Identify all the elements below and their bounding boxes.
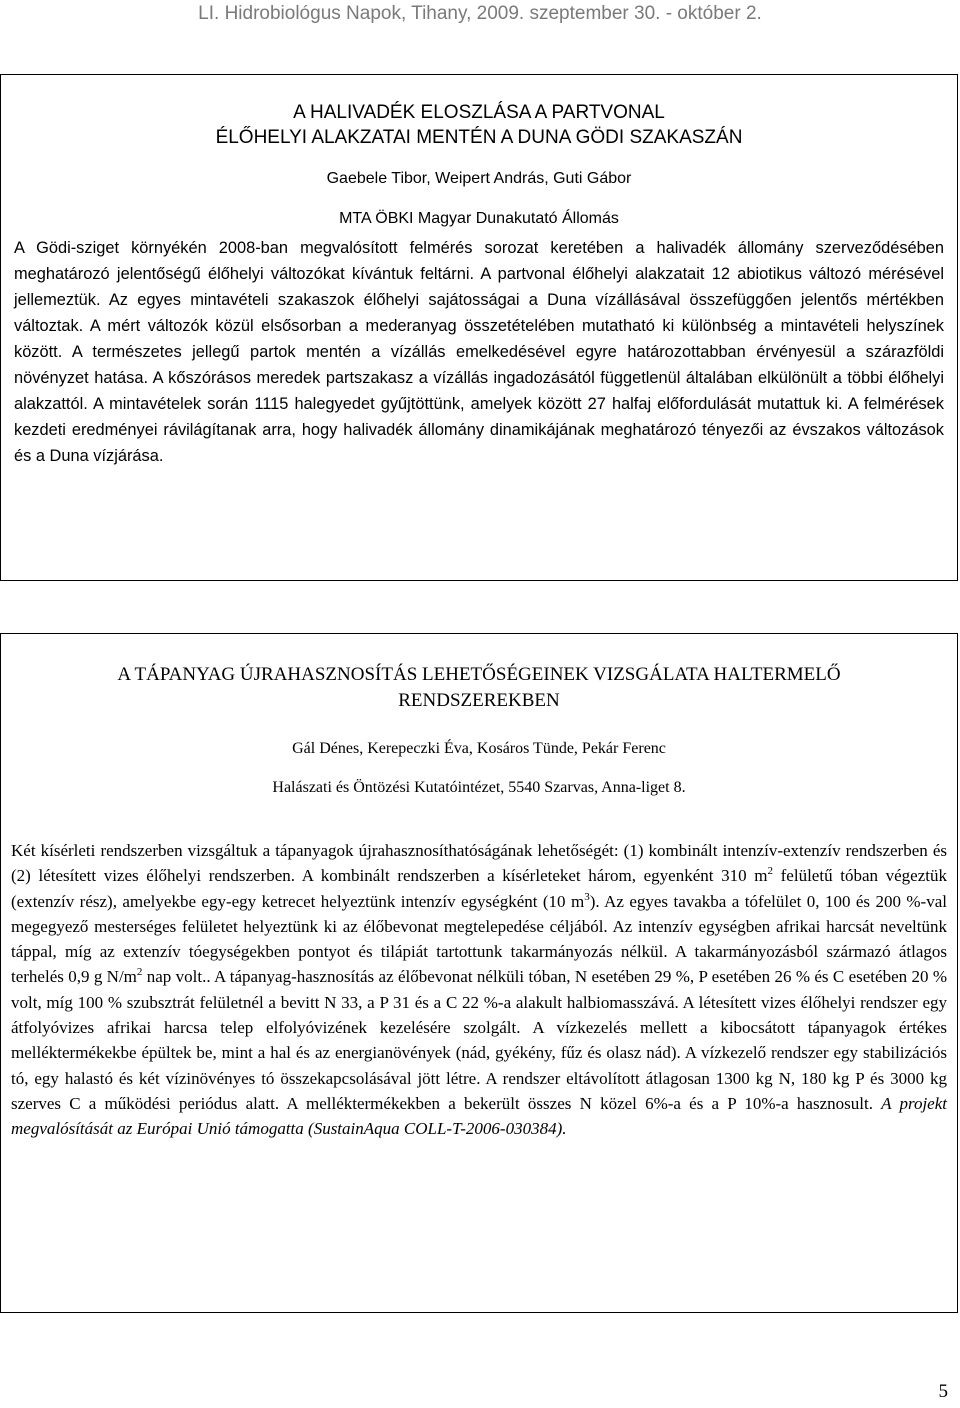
funding-note: A projekt megvalósítását az Európai Unió támogatta (SustainAqua COLL-T-2006-030384). bbox=[11, 1093, 947, 1139]
superscript: 2 bbox=[136, 966, 143, 979]
body-segment: ). Az egyes tavakba a tófelület 0, 100 és 200 %-val megegyező mesterséges felületet helyeztünk ki az élőbevonat megtelepedése céljából. Az intenzív egységben afrikai harcsát neveltünk táppal, míg az extenzív tóegységekben pontyot és tilápiát tartottunk takarmányozás nélkül. A takarmányozásból származó átlagos terhelés 0,9 g N/m bbox=[11, 891, 947, 987]
abstract-title bbox=[11, 662, 947, 714]
abstract-affiliation: MTA ÖBKI Magyar Dunakutató Állomás bbox=[339, 210, 619, 227]
abstract-title-line-1: A HALIVADÉK ELOSZLÁSA A PARTVONAL bbox=[293, 102, 665, 123]
abstract-title-line-2: ÉLŐHELYI ALAKZATAI MENTÉN A DUNA GÖDI SZAKASZÁN bbox=[215, 127, 743, 148]
body-segment: nap volt.. A tápanyag-hasznosítás az élőbevonat nélküli tóban, N esetében 29 %, P esetében 26 % és C esetében 20 % volt, míg 100 % szubsztrát felületnél a bevitt N 33, a P 31 és a C 22 %-a alakult halbiomasszává. A létesített vizes élőhelyi rendszer egy átfolyóvizes afrikai harcsa telep elfolyóvizének kezelésére szolgált. A vízkezelés mellett a kibocsátott tápanyagok értékes melléktermékekbe épültek be, mint a hal és az energianövények (nád, gyékény, fűz és olasz nád). A vízkezelő rendszer egy stabilizációs tó, egy halastó és két vízinövényes tó összekapcsolásával jött létre. A rendszer eltávolított átlagosan 1300 kg N, 180 kg P és 3000 kg szerves C a működési periódus alatt. A melléktermékekben a bekerült összes N közel 6%-a és a P 10%-a hasznosult. bbox=[11, 967, 947, 1113]
abstract-authors: Gaebele Tibor, Weipert András, Guti Gábor bbox=[326, 170, 632, 187]
running-header: LI. Hidrobiológus Napok, Tihany, 2009. szeptember 30. - október 2. bbox=[198, 3, 762, 24]
superscript: 3 bbox=[584, 890, 590, 903]
abstract-body bbox=[11, 838, 947, 1142]
body-segment: felületű tóban végeztük (extenzív rész), amelyekbe egy-egy ketrecet helyeztünk intenzív egységként (10 m bbox=[11, 866, 947, 911]
abstract-title-line-2: RENDSZEREKBEN bbox=[398, 690, 560, 711]
abstract-body: A Gödi-sziget környékén 2008-ban megvalósított felmérés sorozat keretében a halivadék állomány szerveződésében meghatározó jelentőségű élőhelyi változókat kívántuk feltárni. A partvonal élőhelyi alakzatait 12 abiotikus változó mérésével jellemeztük. Az egyes mintavételi szakaszok élőhelyi sajátosságai a Duna vízállásával összefüggően jelentős mértékben változtak. A mért változók közül elsősorban a mederanyag összetételében mutatható ki különbség a mintavételi helyszínek között. A természetes jellegű partok mentén a vízállás emelkedésével egyre határozottabban érvényesül a szárazföldi növényzet hatása. A kőszórásos meredek partszakasz a vízállás ingadozásától függetlenül általában elkülönült a többi élőhelyi alakzattól. A mintavételek során 1115 halegyedet gyűjtöttünk, amelyek között 27 halfaj előfordulását mutattuk ki. A felmérések kezdeti eredményei rávilágítanak arra, hogy halivadék állomány dinamikájának meghatározó tényezői az évszakos változások és a Duna vízjárása. bbox=[14, 239, 944, 465]
superscript: 2 bbox=[767, 865, 773, 878]
page-number: 5 bbox=[938, 1381, 948, 1402]
abstract-box-halivadek bbox=[0, 74, 958, 581]
abstract-box-tapanyag bbox=[0, 633, 958, 1313]
abstract-title bbox=[14, 100, 944, 150]
abstract-affiliation: Halászati és Öntözési Kutatóintézet, 5540 Szarvas, Anna-liget 8. bbox=[272, 779, 686, 796]
body-segment: Két kísérleti rendszerben vizsgáltuk a tápanyagok újrahasznosíthatóságának lehetőségét: (1) kombinált intenzív-extenzív rendszerben és (2) létesített vizes élőhelyi rendszerben. A kombinált rendszerben a kísérleteket három, egyenként 310 m bbox=[11, 841, 947, 886]
abstract-title-line-1: A TÁPANYAG ÚJRAHASZNOSÍTÁS LEHETŐSÉGEINEK VIZSGÁLATA HALTERMELŐ bbox=[117, 664, 841, 685]
abstract-authors: Gál Dénes, Kerepeczki Éva, Kosáros Tünde, Pekár Ferenc bbox=[292, 740, 666, 757]
